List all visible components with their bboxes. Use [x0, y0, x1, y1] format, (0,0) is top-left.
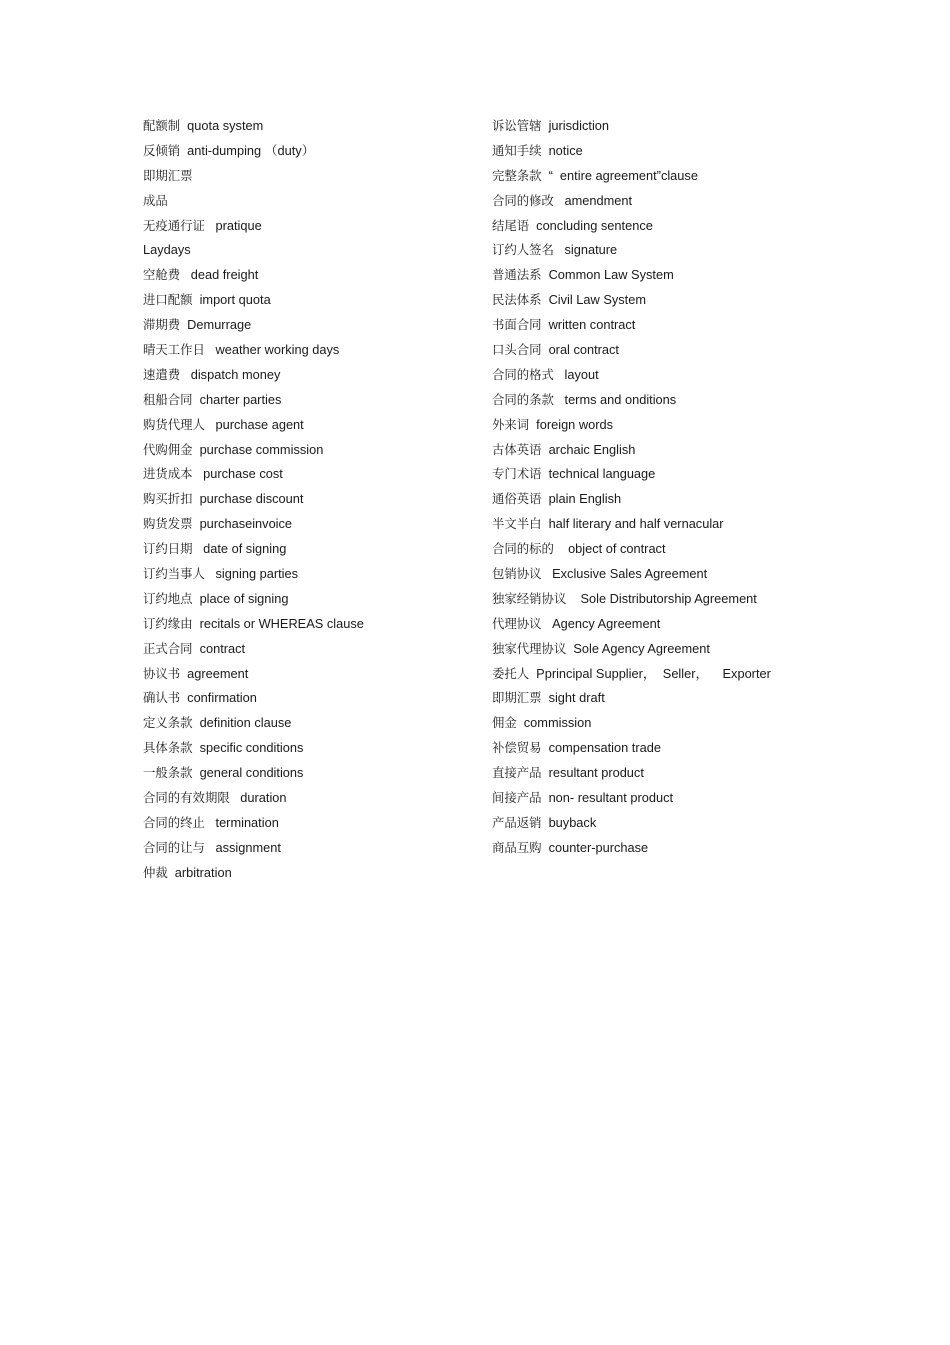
chinese-term: 进货成本: [143, 466, 193, 482]
glossary-entry: [143, 189, 473, 214]
chinese-term: 通知手续: [492, 142, 542, 158]
glossary-entry: [492, 562, 822, 587]
chinese-term: 进口配额: [143, 292, 193, 308]
english-term: commission: [523, 715, 592, 731]
glossary-entry: [143, 637, 473, 662]
glossary-entry: [143, 662, 473, 687]
glossary-entry: [143, 363, 473, 388]
glossary-entry: [492, 512, 822, 537]
glossary-entry: [492, 736, 822, 761]
english-term: Civil Law System: [548, 292, 646, 308]
chinese-term: 一般条款: [143, 765, 193, 781]
english-term: Agency Agreement: [548, 615, 661, 631]
chinese-term: 购货发票: [143, 516, 193, 532]
chinese-term: 速遣费: [143, 366, 181, 382]
chinese-term: 古体英语: [492, 441, 542, 457]
english-term: Exclusive Sales Agreement: [548, 566, 708, 582]
chinese-term: 半文半白: [492, 516, 542, 532]
chinese-term: 仲裁: [143, 864, 168, 880]
glossary-entry: [492, 363, 822, 388]
glossary-entry: [492, 836, 822, 861]
chinese-term: 合同的有效期限: [143, 790, 230, 806]
english-term: foreign words: [536, 416, 613, 432]
english-term: termination: [211, 814, 279, 830]
glossary-entry: [492, 462, 822, 487]
chinese-term: 合同的修改: [492, 192, 554, 208]
chinese-term: 普通法系: [492, 267, 542, 283]
english-term: Common Law System: [548, 267, 674, 283]
english-term: amendment: [560, 192, 633, 208]
glossary-entry: [143, 164, 473, 189]
glossary-entry: [143, 288, 473, 313]
glossary-entry: [492, 811, 822, 836]
glossary-entry: [492, 338, 822, 363]
glossary-entry: [492, 413, 822, 438]
chinese-term: 购买折扣: [143, 491, 193, 507]
chinese-term: 无疫通行证: [143, 217, 205, 233]
english-term: resultant product: [548, 765, 644, 781]
english-term: purchase commission: [199, 441, 324, 457]
chinese-term: 完整条款: [492, 167, 542, 183]
english-term: Sole Distributorship Agreement: [573, 590, 757, 606]
glossary-entry: [492, 313, 822, 338]
glossary-entry: [143, 736, 473, 761]
english-term: oral contract: [548, 342, 619, 358]
glossary-entry: [492, 164, 822, 189]
chinese-term: 具体条款: [143, 740, 193, 756]
glossary-entry: [492, 761, 822, 786]
glossary-entry: [143, 836, 473, 861]
english-term: object of contract: [560, 541, 666, 557]
glossary-entry: [143, 612, 473, 637]
chinese-term: 订约地点: [143, 590, 193, 606]
chinese-term: 即期汇票: [143, 167, 193, 183]
english-term: assignment: [211, 839, 281, 855]
english-term: signature: [560, 242, 618, 258]
glossary-entry: [492, 238, 822, 263]
chinese-term: 正式合同: [143, 640, 193, 656]
english-term: Laydays: [143, 242, 191, 258]
english-term: technical language: [548, 466, 656, 482]
english-term: Demurrage: [187, 317, 252, 333]
english-term: definition clause: [199, 715, 292, 731]
glossary-entry: [492, 288, 822, 313]
chinese-term: 定义条款: [143, 715, 193, 731]
glossary-entry: [143, 313, 473, 338]
chinese-term: 成品: [143, 192, 168, 208]
glossary-entry: [492, 139, 822, 164]
english-term: dispatch money: [187, 366, 281, 382]
english-term: agreement: [187, 665, 249, 681]
english-term: compensation trade: [548, 740, 661, 756]
chinese-term: 直接产品: [492, 765, 542, 781]
chinese-term: 订约日期: [143, 541, 193, 557]
english-term: sight draft: [548, 690, 605, 706]
english-term: half literary and half vernacular: [548, 516, 724, 532]
chinese-term: 合同的标的: [492, 541, 554, 557]
english-term: purchase agent: [211, 416, 304, 432]
chinese-term: 补偿贸易: [492, 740, 542, 756]
glossary-entry: [143, 263, 473, 288]
chinese-term: 独家经销协议: [492, 590, 567, 606]
english-term: purchase discount: [199, 491, 304, 507]
chinese-term: 民法体系: [492, 292, 542, 308]
english-term: counter-purchase: [548, 839, 649, 855]
chinese-term: 代购佣金: [143, 441, 193, 457]
glossary-entry: [492, 786, 822, 811]
chinese-term: 租船合同: [143, 391, 193, 407]
chinese-term: 即期汇票: [492, 690, 542, 706]
english-term: purchase cost: [199, 466, 283, 482]
english-term: Sole Agency Agreement: [573, 640, 710, 656]
chinese-term: 专门术语: [492, 466, 542, 482]
glossary-entry: [492, 388, 822, 413]
english-term: purchaseinvoice: [199, 516, 293, 532]
glossary-entry: [143, 413, 473, 438]
english-term: quota system: [187, 118, 264, 133]
chinese-term: 空舱费: [143, 267, 181, 283]
chinese-term: 配额制: [143, 118, 181, 133]
english-term: terms and onditions: [560, 391, 677, 407]
english-term: arbitration: [174, 864, 232, 880]
glossary-entry: [143, 462, 473, 487]
english-term: date of signing: [199, 541, 287, 557]
glossary-entry: [492, 537, 822, 562]
glossary-entry: [143, 786, 473, 811]
english-term: confirmation: [187, 690, 257, 706]
glossary-entry: [492, 189, 822, 214]
glossary-entry: [492, 637, 822, 662]
english-term: notice: [548, 142, 583, 158]
english-term: import quota: [199, 292, 271, 308]
chinese-term: 合同的格式: [492, 366, 554, 382]
english-term: non- resultant product: [548, 790, 674, 806]
english-term: weather working days: [211, 342, 340, 358]
glossary-entry: [143, 487, 473, 512]
glossary-entry: [143, 139, 473, 164]
glossary-entry: [143, 861, 473, 886]
chinese-term: 独家代理协议: [492, 640, 567, 656]
glossary-left-column: [143, 114, 473, 886]
glossary-entry: [143, 537, 473, 562]
glossary-entry: [492, 438, 822, 463]
english-term: recitals or WHEREAS clause: [199, 615, 364, 631]
glossary-entry: [492, 214, 822, 239]
english-term: specific conditions: [199, 740, 304, 756]
english-term: jurisdiction: [548, 118, 610, 133]
chinese-term: 购货代理人: [143, 416, 205, 432]
chinese-term: 合同的让与: [143, 839, 205, 855]
chinese-term: 订约缘由: [143, 615, 193, 631]
glossary-entry: [143, 238, 473, 263]
chinese-term: 结尾语: [492, 217, 530, 233]
glossary-entry: [143, 338, 473, 363]
chinese-term: 诉讼管辖: [492, 118, 542, 133]
chinese-term: 商品互购: [492, 839, 542, 855]
chinese-term: 间接产品: [492, 790, 542, 806]
chinese-term: 确认书: [143, 690, 181, 706]
glossary-entry: [143, 214, 473, 239]
glossary-entry: [143, 761, 473, 786]
chinese-term: 合同的终止: [143, 814, 205, 830]
english-term: layout: [560, 366, 599, 382]
chinese-term: 佣金: [492, 715, 517, 731]
glossary-entry: [492, 662, 822, 687]
english-term: plain English: [548, 491, 622, 507]
glossary-entry: [143, 587, 473, 612]
english-term: “ entire agreement”clause: [548, 167, 698, 183]
english-term: pratique: [211, 217, 262, 233]
glossary-entry: [143, 711, 473, 736]
chinese-term: 产品返销: [492, 814, 542, 830]
glossary-entry: [143, 811, 473, 836]
glossary-entry: [492, 686, 822, 711]
chinese-term: 订约当事人: [143, 566, 205, 582]
english-term: buyback: [548, 814, 597, 830]
glossary-entry: [492, 711, 822, 736]
glossary-entry: [143, 512, 473, 537]
english-term: dead freight: [187, 267, 259, 283]
english-term: written contract: [548, 317, 636, 333]
english-term: general conditions: [199, 765, 304, 781]
chinese-term: 委托人: [492, 665, 530, 681]
english-term: concluding sentence: [536, 217, 653, 233]
glossary-entry: [492, 612, 822, 637]
glossary-entry: [492, 114, 822, 139]
chinese-term: 外来词: [492, 416, 530, 432]
glossary-entry: [492, 587, 822, 612]
chinese-term: 协议书: [143, 665, 181, 681]
glossary-entry: [492, 263, 822, 288]
english-term: archaic English: [548, 441, 636, 457]
glossary-entry: [143, 114, 473, 139]
chinese-term: 书面合同: [492, 317, 542, 333]
english-term: place of signing: [199, 590, 289, 606]
chinese-term: 代理协议: [492, 615, 542, 631]
chinese-term: 包销协议: [492, 566, 542, 582]
glossary-entry: [143, 686, 473, 711]
glossary-entry: [143, 438, 473, 463]
english-term: anti-dumping （duty）: [187, 142, 315, 158]
english-term: duration: [236, 790, 287, 806]
english-term: charter parties: [199, 391, 282, 407]
english-term: contract: [199, 640, 246, 656]
chinese-term: 通俗英语: [492, 491, 542, 507]
chinese-term: 滞期费: [143, 317, 181, 333]
chinese-term: 订约人签名: [492, 242, 554, 258]
glossary-entry: [143, 562, 473, 587]
english-term: Pprincipal Supplier， Seller， Exporter: [536, 665, 771, 681]
glossary-entry: [143, 388, 473, 413]
glossary-entry: [492, 487, 822, 512]
chinese-term: 合同的条款: [492, 391, 554, 407]
chinese-term: 晴天工作日: [143, 342, 205, 358]
english-term: signing parties: [211, 566, 299, 582]
glossary-right-column: [492, 114, 822, 861]
chinese-term: 反倾销: [143, 142, 181, 158]
chinese-term: 口头合同: [492, 342, 542, 358]
